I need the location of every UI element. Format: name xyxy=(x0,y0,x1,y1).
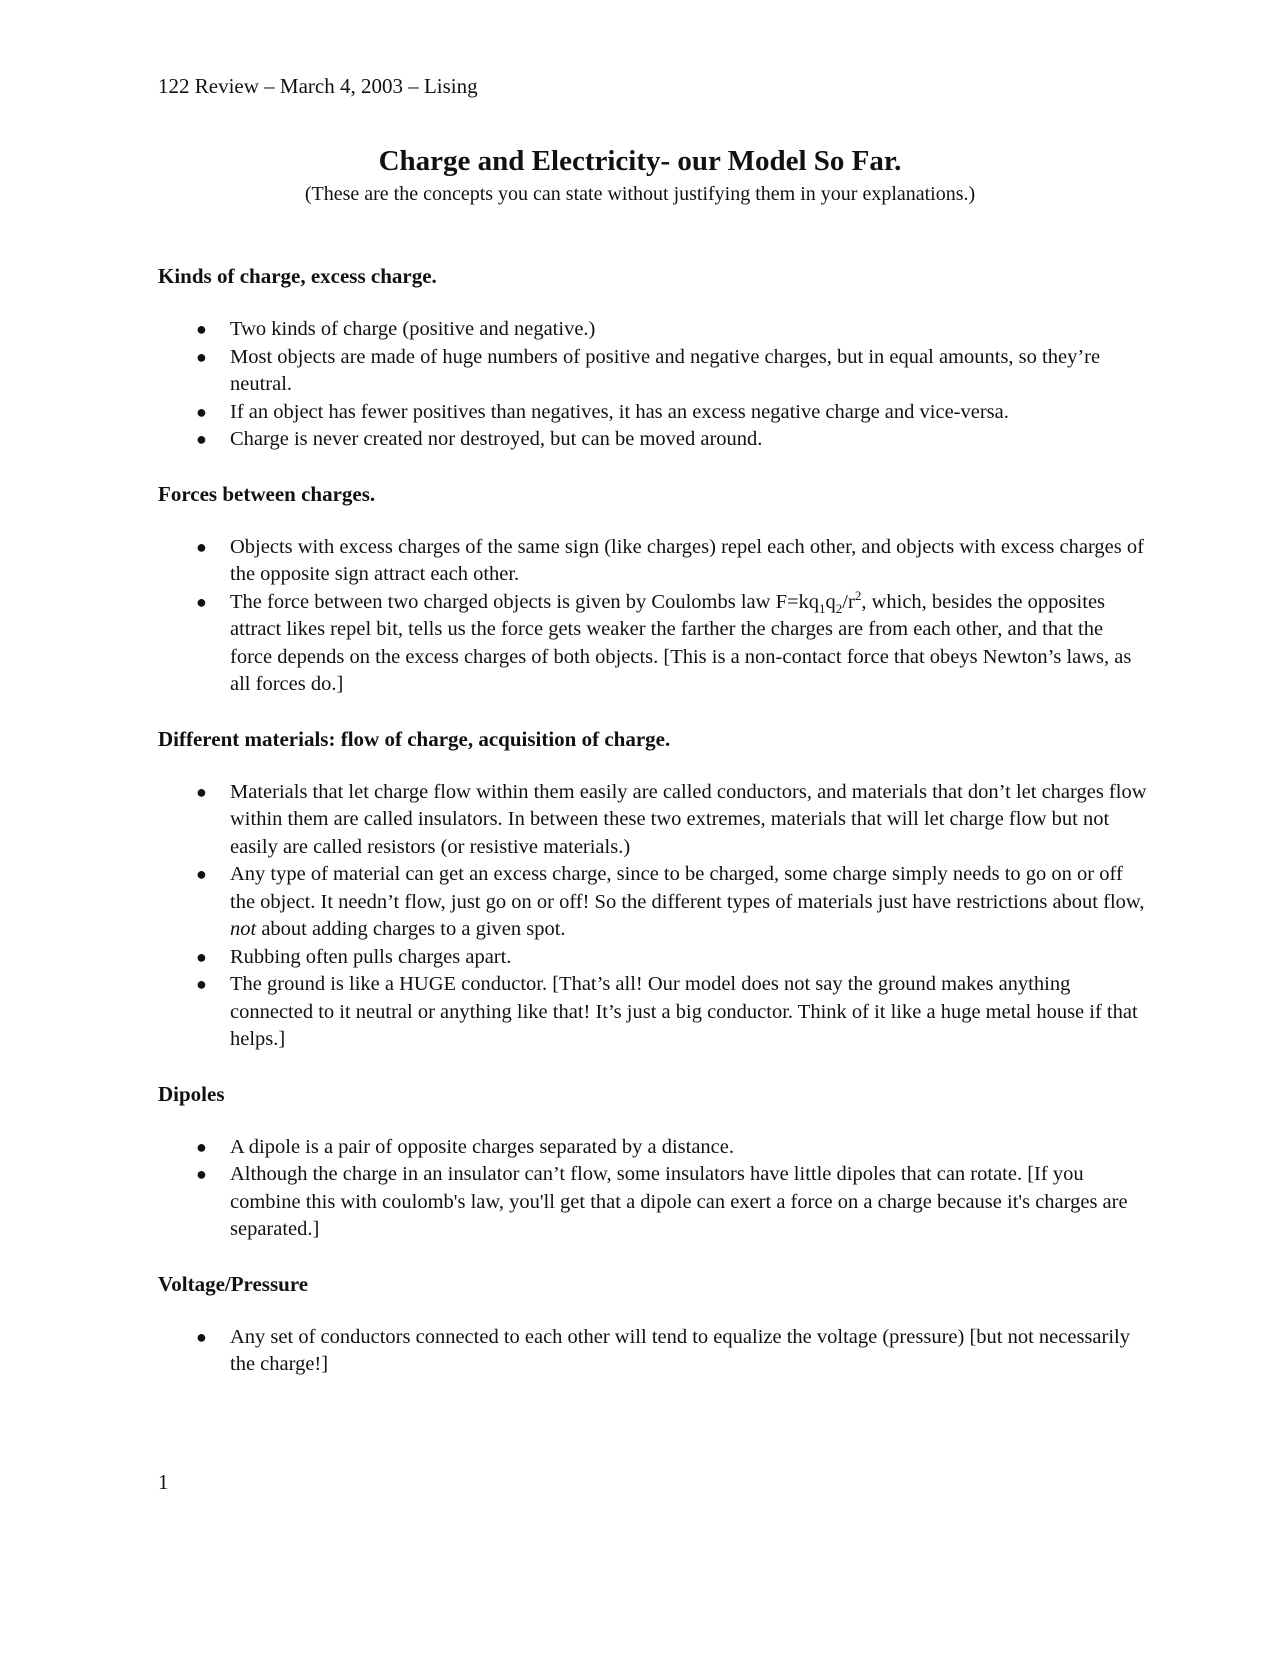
bullet-icon: ● xyxy=(196,946,207,967)
list-item: ● Rubbing often pulls charges apart. xyxy=(158,944,1148,972)
page-number: 1 xyxy=(158,1470,169,1494)
bullet-list-forces xyxy=(158,534,1148,699)
bullet-list-materials xyxy=(158,779,1148,1054)
list-item-coulomb-law: ● The force between two charged objects is given by Coulombs law $F=kq_1q_2/r^2$, which, besides the opposites attract likes repel bit, tells us the force gets weaker the farther the charges are from each other, and that the force depends on the excess charges of both objects. [This is a non-contact force that obeys Newton’s laws, as all forces do.] xyxy=(196,587,1132,695)
page-title: Charge and Electricity- our Model So Far. xyxy=(378,145,902,177)
bullet-icon: ● xyxy=(196,864,207,884)
bullet-icon: ● xyxy=(196,1164,207,1184)
emphasis-not: not xyxy=(230,918,257,940)
document-header: 122 Review – March 4, 2003 – Lising xyxy=(158,74,478,98)
bullet-icon: ● xyxy=(196,591,207,612)
bullet-list-kinds-of-charge xyxy=(158,316,1148,454)
list-item: ● Any type of material can get an excess charge, since to be charged, some charge simply needs to go on or off the object. It needn’t flow, just go on or off! So the different types of materials just have restrictions about flow, not about adding charges to a given spot. xyxy=(196,863,1145,940)
bullet-icon: ● xyxy=(196,401,207,422)
list-item: ● Any set of conductors connected to each other will tend to equalize the voltage (pressure) [but not necessarily the charge!] xyxy=(196,1325,1130,1375)
bullet-icon: ● xyxy=(196,974,207,994)
list-item: ● Two kinds of charge (positive and negative.) xyxy=(158,316,1148,344)
list-item: ● A dipole is a pair of opposite charges separated by a distance. xyxy=(158,1134,1148,1162)
bullet-icon: ● xyxy=(196,346,207,367)
section-heading-dipoles: Dipoles xyxy=(158,1081,225,1106)
list-item: ● Charge is never created nor destroyed, but can be moved around. xyxy=(158,426,1148,454)
bullet-icon: ● xyxy=(196,1326,207,1347)
section-heading-voltage: Voltage/Pressure xyxy=(158,1271,309,1296)
list-item: ● Materials that let charge flow within them easily are called conductors, and materials that don’t let charges flow within them are called insulators. In between these two extremes, materials that will let charge flow but not easily are called resistors (or resistive materials.) xyxy=(196,780,1147,858)
list-item: ● If an object has fewer positives than negatives, it has an excess negative charge and vice-versa. xyxy=(158,399,1148,427)
bullet-icon: ● xyxy=(196,1136,207,1157)
list-item: ● Objects with excess charges of the same sign (like charges) repel each other, and objects with excess charges of the opposite sign attract each other. xyxy=(196,535,1144,585)
list-item: ● Most objects are made of huge numbers of positive and negative charges, but in equal amounts, so they’re neutral. xyxy=(196,345,1101,395)
bullet-icon: ● xyxy=(196,319,207,339)
bullet-list-dipoles xyxy=(158,1134,1148,1244)
bullet-icon: ● xyxy=(196,781,207,802)
bullet-icon: ● xyxy=(196,429,207,449)
bullet-list-voltage xyxy=(158,1324,1148,1379)
list-item: ● Although the charge in an insulator can’t flow, some insulators have little dipoles that can rotate. [If you combine this with coulomb's law, you'll get that a dipole can exert a force on a charge because it's charges are separated.] xyxy=(196,1163,1128,1240)
bullet-icon: ● xyxy=(196,536,207,557)
section-heading-materials: Different materials: flow of charge, acquisition of charge. xyxy=(158,726,671,751)
section-heading-forces: Forces between charges. xyxy=(158,481,376,506)
list-item: ● The ground is like a HUGE conductor. [That’s all! Our model does not say the ground makes anything connected to it neutral or anything like that! It’s just a big conductor. Think of it like a huge metal house if that helps.] xyxy=(196,973,1138,1050)
document-body xyxy=(158,262,1148,1405)
section-heading-kinds-of-charge: Kinds of charge, excess charge. xyxy=(158,264,437,288)
page-subtitle: (These are the concepts you can state without justifying them in your explanations.) xyxy=(304,183,976,205)
